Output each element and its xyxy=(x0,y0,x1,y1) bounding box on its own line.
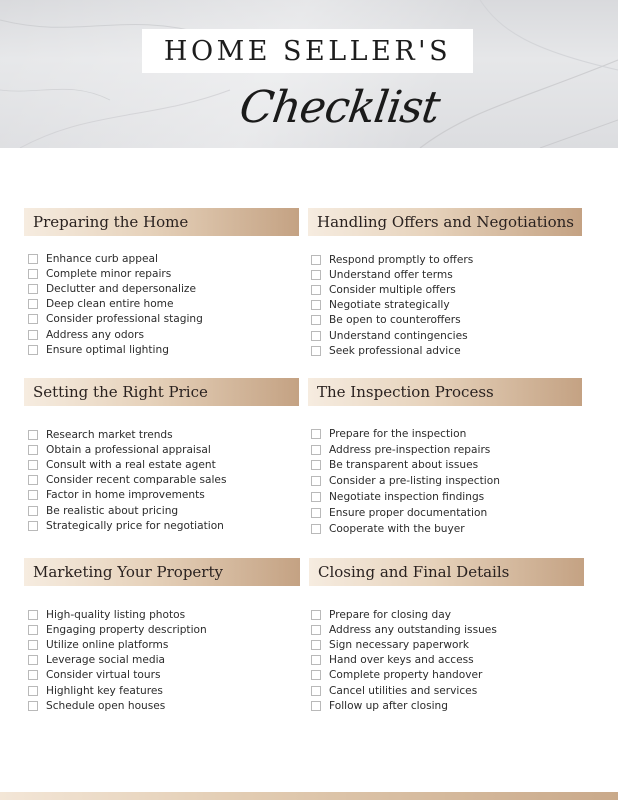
checklist-setting-the-price xyxy=(28,427,226,533)
item-label: Understand contingencies xyxy=(329,329,468,342)
list-item[interactable] xyxy=(311,607,497,622)
item-label: Cancel utilities and services xyxy=(329,684,478,697)
checkbox[interactable] xyxy=(28,610,38,620)
checkbox[interactable] xyxy=(311,429,321,439)
list-item[interactable] xyxy=(311,622,497,637)
list-item[interactable] xyxy=(28,518,226,533)
list-item[interactable] xyxy=(28,457,226,472)
item-label: Highlight key features xyxy=(46,684,163,697)
list-item[interactable] xyxy=(311,683,497,698)
item-label: Prepare for closing day xyxy=(329,608,452,621)
list-item[interactable] xyxy=(28,442,226,457)
item-label: Consider recent comparable sales xyxy=(46,474,227,487)
section-header-inspection-process xyxy=(308,378,582,406)
checkbox[interactable] xyxy=(311,445,321,455)
item-label: Enhance curb appeal xyxy=(46,252,158,265)
item-label: Address any odors xyxy=(46,328,144,341)
list-item[interactable] xyxy=(311,668,497,683)
section-header-marketing-property xyxy=(24,558,300,586)
list-item[interactable] xyxy=(311,442,500,458)
section-title: Closing and Final Details xyxy=(318,563,510,581)
item-label: Consult with a real estate agent xyxy=(46,458,216,471)
section-title: Setting the Right Price xyxy=(33,383,208,401)
item-label: Negotiate inspection findings xyxy=(329,491,485,504)
list-item[interactable] xyxy=(311,698,497,713)
checkbox[interactable] xyxy=(28,490,38,500)
section-title: The Inspection Process xyxy=(317,383,494,401)
checklist-closing-details xyxy=(311,607,497,713)
list-item[interactable] xyxy=(311,343,473,358)
list-item[interactable] xyxy=(28,427,226,442)
item-label: Be transparent about issues xyxy=(329,459,479,472)
list-item[interactable] xyxy=(28,327,203,342)
page-subtitle-script: Checklist xyxy=(236,82,443,133)
checkbox[interactable] xyxy=(311,270,321,280)
item-label: Be realistic about pricing xyxy=(46,504,179,517)
list-item[interactable] xyxy=(28,342,203,357)
item-label: Prepare for the inspection xyxy=(329,427,467,440)
checkbox[interactable] xyxy=(311,686,321,696)
checkbox[interactable] xyxy=(28,506,38,516)
checkbox[interactable] xyxy=(28,284,38,294)
checkbox[interactable] xyxy=(311,640,321,650)
item-label: High-quality listing photos xyxy=(46,608,186,621)
list-item[interactable] xyxy=(311,267,473,282)
checkbox[interactable] xyxy=(28,299,38,309)
section-title: Preparing the Home xyxy=(33,213,189,231)
section-header-setting-the-price xyxy=(24,378,299,406)
section-title: Handling Offers and Negotiations xyxy=(317,213,574,231)
checkbox[interactable] xyxy=(28,655,38,665)
list-item[interactable] xyxy=(28,683,207,698)
list-item[interactable] xyxy=(28,266,203,281)
list-item[interactable] xyxy=(28,653,207,668)
checkbox[interactable] xyxy=(311,701,321,711)
item-label: Consider a pre-listing inspection xyxy=(329,475,500,488)
checkbox[interactable] xyxy=(28,330,38,340)
item-label: Consider multiple offers xyxy=(329,283,456,296)
item-label: Respond promptly to offers xyxy=(329,253,474,266)
list-item[interactable] xyxy=(28,607,207,622)
checkbox[interactable] xyxy=(311,492,321,502)
item-label: Consider professional staging xyxy=(46,313,203,326)
item-label: Factor in home improvements xyxy=(46,489,205,502)
list-item[interactable] xyxy=(311,637,497,652)
checkbox[interactable] xyxy=(28,269,38,279)
checkbox[interactable] xyxy=(28,670,38,680)
list-item[interactable] xyxy=(311,298,473,313)
list-item[interactable] xyxy=(311,252,473,267)
checkbox[interactable] xyxy=(28,475,38,485)
list-item[interactable] xyxy=(28,622,207,637)
checkbox[interactable] xyxy=(311,331,321,341)
list-item[interactable] xyxy=(28,488,226,503)
list-item[interactable] xyxy=(311,426,500,442)
checkbox[interactable] xyxy=(311,255,321,265)
item-label: Schedule open houses xyxy=(46,699,166,712)
list-item[interactable] xyxy=(311,505,500,521)
list-item[interactable] xyxy=(311,313,473,328)
list-item[interactable] xyxy=(28,698,207,713)
list-item[interactable] xyxy=(28,668,207,683)
list-item[interactable] xyxy=(28,473,226,488)
checkbox[interactable] xyxy=(311,460,321,470)
checkbox[interactable] xyxy=(28,460,38,470)
title-box xyxy=(142,29,473,73)
checkbox[interactable] xyxy=(28,345,38,355)
checkbox[interactable] xyxy=(28,701,38,711)
checkbox[interactable] xyxy=(28,521,38,531)
item-label: Complete property handover xyxy=(329,669,483,682)
checkbox[interactable] xyxy=(28,686,38,696)
item-label: Ensure optimal lighting xyxy=(46,343,169,356)
item-label: Declutter and depersonalize xyxy=(46,282,197,295)
item-label: Complete minor repairs xyxy=(46,267,172,280)
item-label: Utilize online platforms xyxy=(46,638,169,651)
list-item[interactable] xyxy=(311,473,500,489)
item-label: Hand over keys and access xyxy=(329,654,474,667)
item-label: Ensure proper documentation xyxy=(329,506,488,519)
list-item[interactable] xyxy=(311,458,500,474)
checkbox[interactable] xyxy=(28,640,38,650)
item-label: Address any outstanding issues xyxy=(329,623,497,636)
item-label: Address pre-inspection repairs xyxy=(329,443,491,456)
checkbox[interactable] xyxy=(311,285,321,295)
list-item[interactable] xyxy=(28,503,226,518)
checkbox[interactable] xyxy=(28,430,38,440)
checklist-marketing-property xyxy=(28,607,207,713)
list-item[interactable] xyxy=(28,637,207,652)
checkbox[interactable] xyxy=(311,670,321,680)
item-label: Understand offer terms xyxy=(329,268,453,281)
list-item[interactable] xyxy=(28,297,203,312)
item-label: Be open to counteroffers xyxy=(329,314,461,327)
list-item[interactable] xyxy=(28,312,203,327)
item-label: Consider virtual tours xyxy=(46,669,161,682)
checkbox[interactable] xyxy=(311,300,321,310)
checkbox[interactable] xyxy=(311,524,321,534)
item-label: Follow up after closing xyxy=(329,699,448,712)
item-label: Negotiate strategically xyxy=(329,299,450,312)
item-label: Deep clean entire home xyxy=(46,298,174,311)
item-label: Obtain a professional appraisal xyxy=(46,443,211,456)
list-item[interactable] xyxy=(311,328,473,343)
checklist-preparing-the-home xyxy=(28,251,203,357)
checkbox[interactable] xyxy=(311,508,321,518)
checkbox[interactable] xyxy=(311,476,321,486)
footer-accent-bar xyxy=(0,792,618,800)
list-item[interactable] xyxy=(311,282,473,297)
list-item[interactable] xyxy=(28,251,203,266)
checkbox[interactable] xyxy=(311,625,321,635)
checkbox[interactable] xyxy=(28,254,38,264)
item-label: Sign necessary paperwork xyxy=(329,638,470,651)
item-label: Engaging property description xyxy=(46,623,207,636)
section-title: Marketing Your Property xyxy=(33,563,223,581)
checkbox[interactable] xyxy=(311,346,321,356)
item-label: Leverage social media xyxy=(46,654,166,667)
section-header-handling-offers xyxy=(308,208,582,236)
checkbox[interactable] xyxy=(311,655,321,665)
list-item[interactable] xyxy=(311,653,497,668)
checklist-inspection-process xyxy=(311,426,500,537)
section-header-preparing-the-home xyxy=(24,208,299,236)
hero-banner xyxy=(0,0,618,148)
item-label: Research market trends xyxy=(46,428,173,441)
list-item[interactable] xyxy=(28,281,203,296)
checkbox[interactable] xyxy=(28,625,38,635)
checkbox[interactable] xyxy=(28,314,38,324)
list-item[interactable] xyxy=(311,489,500,505)
item-label: Cooperate with the buyer xyxy=(329,522,465,535)
item-label: Seek professional advice xyxy=(329,344,461,357)
checkbox[interactable] xyxy=(311,315,321,325)
item-label: Strategically price for negotiation xyxy=(46,519,224,532)
checkbox[interactable] xyxy=(311,610,321,620)
list-item[interactable] xyxy=(311,521,500,537)
checkbox[interactable] xyxy=(28,445,38,455)
section-header-closing-details xyxy=(309,558,584,586)
page-title: HOME SELLER'S xyxy=(163,35,452,67)
checklist-handling-offers xyxy=(311,252,473,358)
